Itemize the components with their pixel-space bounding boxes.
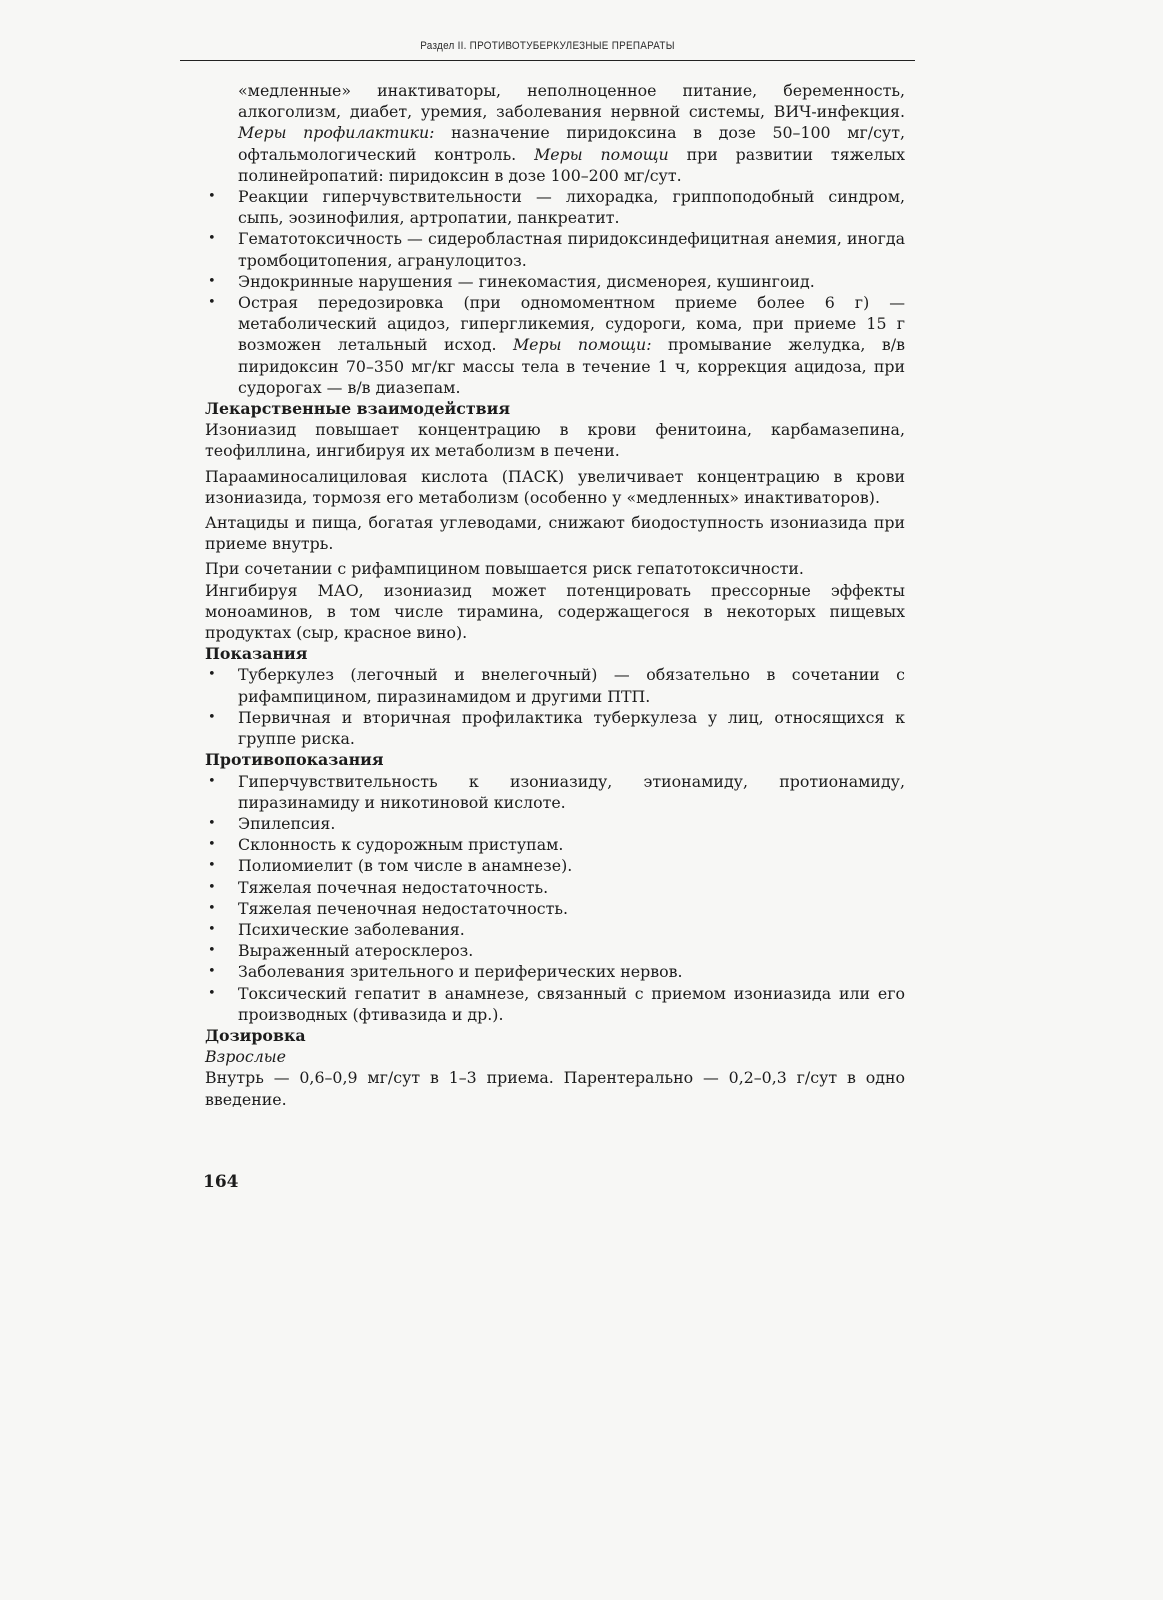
bullet-icon: • [208,667,216,683]
overdose-text: Острая передозировка (при одномоментном приеме более 6 г) — метаболический ацидоз, гипергликемия, судороги, кома, при приеме 15 г возможен летальный исход. [238,293,905,355]
list-item [205,292,905,398]
list-item-text: Заболевания зрительного и периферических нервов. [238,962,683,982]
bullet-icon: • [208,815,216,831]
list-item [205,834,905,855]
list-item-text: Психические заболевания. [238,919,465,939]
list-item-text: Тяжелая почечная недостаточность. [238,877,549,897]
interaction-paragraph: Изониазид повышает концентрацию в крови фенитоина, карбамазепина, теофиллина, ингибируя их метаболизм в печени. [205,420,905,461]
bullet-icon: • [208,985,216,1001]
dosage-subheading: Взрослые [205,1047,286,1067]
help-label: Меры помощи [534,144,669,164]
bullet-icon: • [208,900,216,916]
indications-heading: Показания [205,644,308,664]
list-item-text: Туберкулез (легочный и внелегочный) — обязательно в сочетании с рифампицином, пиразинамидом и другими ПТП. [238,665,905,706]
running-header: Раздел II. ПРОТИВОТУБЕРКУЛЕЗНЫЕ ПРЕПАРАТЫ [420,40,675,52]
list-item [205,707,905,749]
interaction-paragraph: Ингибируя МАО, изониазид может потенцировать прессорные эффекты моноаминов, в том числе тирамина, содержащегося в некоторых пищевых продуктах (сыр, красное вино). [205,580,905,643]
continued-text [205,80,905,186]
side-effects-list [205,186,905,398]
dosage-text: Внутрь — 0,6–0,9 мг/сут в 1–3 приема. Парентерально — 0,2–0,3 г/сут в одно введение. [205,1068,905,1109]
bullet-icon: • [208,879,216,895]
bullet-icon: • [208,189,216,205]
bullet-icon: • [208,295,216,311]
list-item [205,271,905,292]
list-item-text: Гиперчувствительность к изониазиду, этионамиду, протионамиду, пиразинамиду и никотиновой кислоте. [238,771,905,812]
continued-line: «медленные» инактиваторы, неполноценное питание, беременность, алкоголизм, диабет, уремия, заболевания нервной системы, ВИЧ-инфекция. [238,81,905,122]
overdose-help-text: промывание желудка, в/в пиридоксин 70–350 мг/кг массы тела в течение 1 ч, коррекция ацидоза, при судорогах — в/в диазепам. [238,335,906,397]
overdose-help-label: Меры помощи: [512,335,652,355]
dosage-heading: Дозировка [205,1025,306,1045]
bullet-icon: • [208,858,216,874]
list-item [205,898,905,919]
bullet-icon: • [208,943,216,959]
list-item-text: Токсический гепатит в анамнезе, связанный с приемом изониазида или его производных (фтивазида и др.). [238,983,905,1024]
help-text: при развитии тяжелых полинейропатий: пиридоксин в дозе 100–200 мг/сут. [238,144,905,185]
interaction-paragraph: При сочетании с рифампицином повышается риск гепатотоксичности. [205,559,804,579]
bullet-icon: • [208,837,216,853]
list-item-text: Выраженный атеросклероз. [238,941,474,961]
list-item [205,664,905,706]
list-item-text: Гематотоксичность — сидеробластная пиридоксиндефицитная анемия, иногда тромбоцитопения, агранулоцитоз. [238,229,905,270]
list-item [205,186,905,228]
contraindications-heading: Противопоказания [205,750,384,770]
list-item-text: Эндокринные нарушения — гинекомастия, дисменорея, кушингоид. [238,271,815,291]
bullet-icon: • [208,273,216,289]
bullet-icon: • [208,231,216,247]
list-item [205,771,905,813]
list-item [205,228,905,270]
list-item [205,919,905,940]
page-body [205,80,905,1110]
list-item-text: Склонность к судорожным приступам. [238,835,564,855]
list-item-text: Тяжелая печеночная недостаточность. [238,898,568,918]
bullet-icon: • [208,773,216,789]
interaction-paragraph: Парааминосалициловая кислота (ПАСК) увеличивает концентрацию в крови изониазида, тормозя его метаболизм (особенно у «медленных» инактиваторов). [205,466,905,507]
interaction-paragraph: Антациды и пища, богатая углеводами, снижают биодоступность изониазида при приеме внутрь. [205,513,905,554]
contraindications-list [205,771,905,1025]
list-item [205,961,905,982]
list-item-text: Первичная и вторичная профилактика туберкулеза у лиц, относящихся к группе риска. [238,707,905,749]
interactions-heading: Лекарственные взаимодействия [205,399,510,419]
list-item [205,813,905,834]
list-item [205,940,905,961]
list-item-text: Реакции гиперчувствительности — лихорадка, гриппоподобный синдром, сыпь, эозинофилия, артропатии, панкреатит. [238,187,905,228]
bullet-icon: • [208,709,216,725]
bullet-icon: • [208,921,216,937]
prevention-text: назначение пиридоксина в дозе 50–100 мг/сут, офтальмологический контроль. [238,123,905,164]
prevention-label: Меры профилактики: [238,123,435,143]
header-rule [180,60,915,61]
list-item [205,877,905,898]
list-item [205,855,905,876]
list-item-text: Полиомиелит (в том числе в анамнезе). [238,856,573,876]
bullet-icon: • [208,964,216,980]
page-number: 164 [203,1172,239,1192]
indications-list [205,664,905,749]
list-item [205,983,905,1025]
list-item-text: Эпилепсия. [238,813,336,833]
